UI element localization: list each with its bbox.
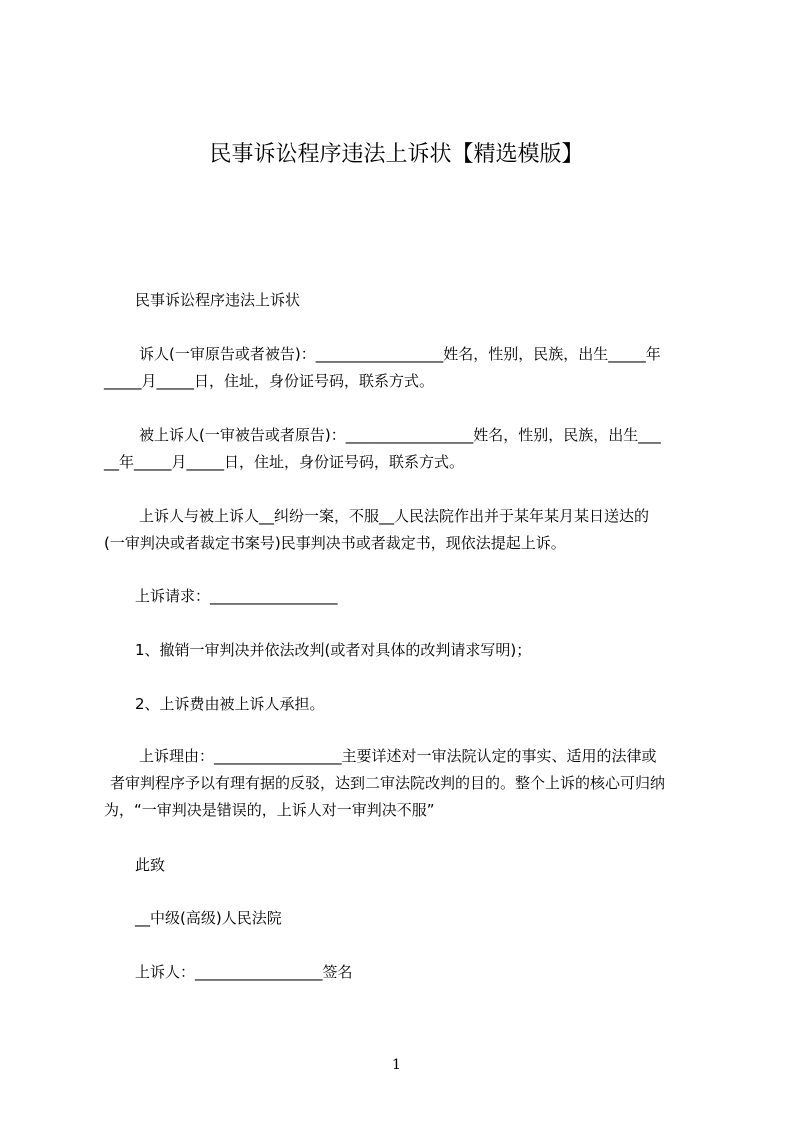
reason-line-1: 上诉理由：_________________主要详述对一审法院认定的事实、适用的法律或: [139, 747, 657, 765]
reason-line-2: 者审判程序予以有理有据的反驳，达到二审法院改判的目的。整个上诉的核心可归纳: [110, 774, 666, 792]
request-heading: 上诉请求：_________________: [135, 587, 338, 605]
document-title: 民事诉讼程序违法上诉状【精选模版】: [209, 142, 584, 167]
court-name: __中级(高级)人民法院: [135, 909, 282, 927]
appellee-line-2: __年_____月_____日，住址，身份证号码，联系方式。: [104, 453, 465, 471]
request-item-1: 1、撤销一审判决并依法改判(或者对具体的改判请求写明)；: [135, 641, 532, 659]
appellant-line-1: 诉人(一审原告或者被告)：_________________姓名，性别，民族，出生_____年: [139, 345, 661, 363]
closing-salutation: 此致: [135, 856, 166, 874]
statement-line-1: 上诉人与被上诉人__纠纷一案，不服__人民法院作出并于某年某月某日送达的: [139, 507, 650, 525]
document-subtitle: 民事诉讼程序违法上诉状: [135, 291, 301, 309]
statement-line-2: (一审判决或者裁定书案号)民事判决书或者裁定书，现依法提起上诉。: [104, 534, 566, 552]
appellee-line-1: 被上诉人(一审被告或者原告)：_________________姓名，性别，民族，出生___: [139, 426, 661, 444]
appellant-line-2: _____月_____日，住址，身份证号码，联系方式。: [104, 372, 435, 390]
reason-line-3: 为，“一审判决是错误的，上诉人对一审判决不服”: [104, 801, 435, 819]
signature-line: 上诉人：_________________签名: [135, 963, 353, 981]
page-number: 1: [392, 1057, 401, 1073]
request-item-2: 2、上诉费由被上诉人承担。: [135, 695, 325, 713]
